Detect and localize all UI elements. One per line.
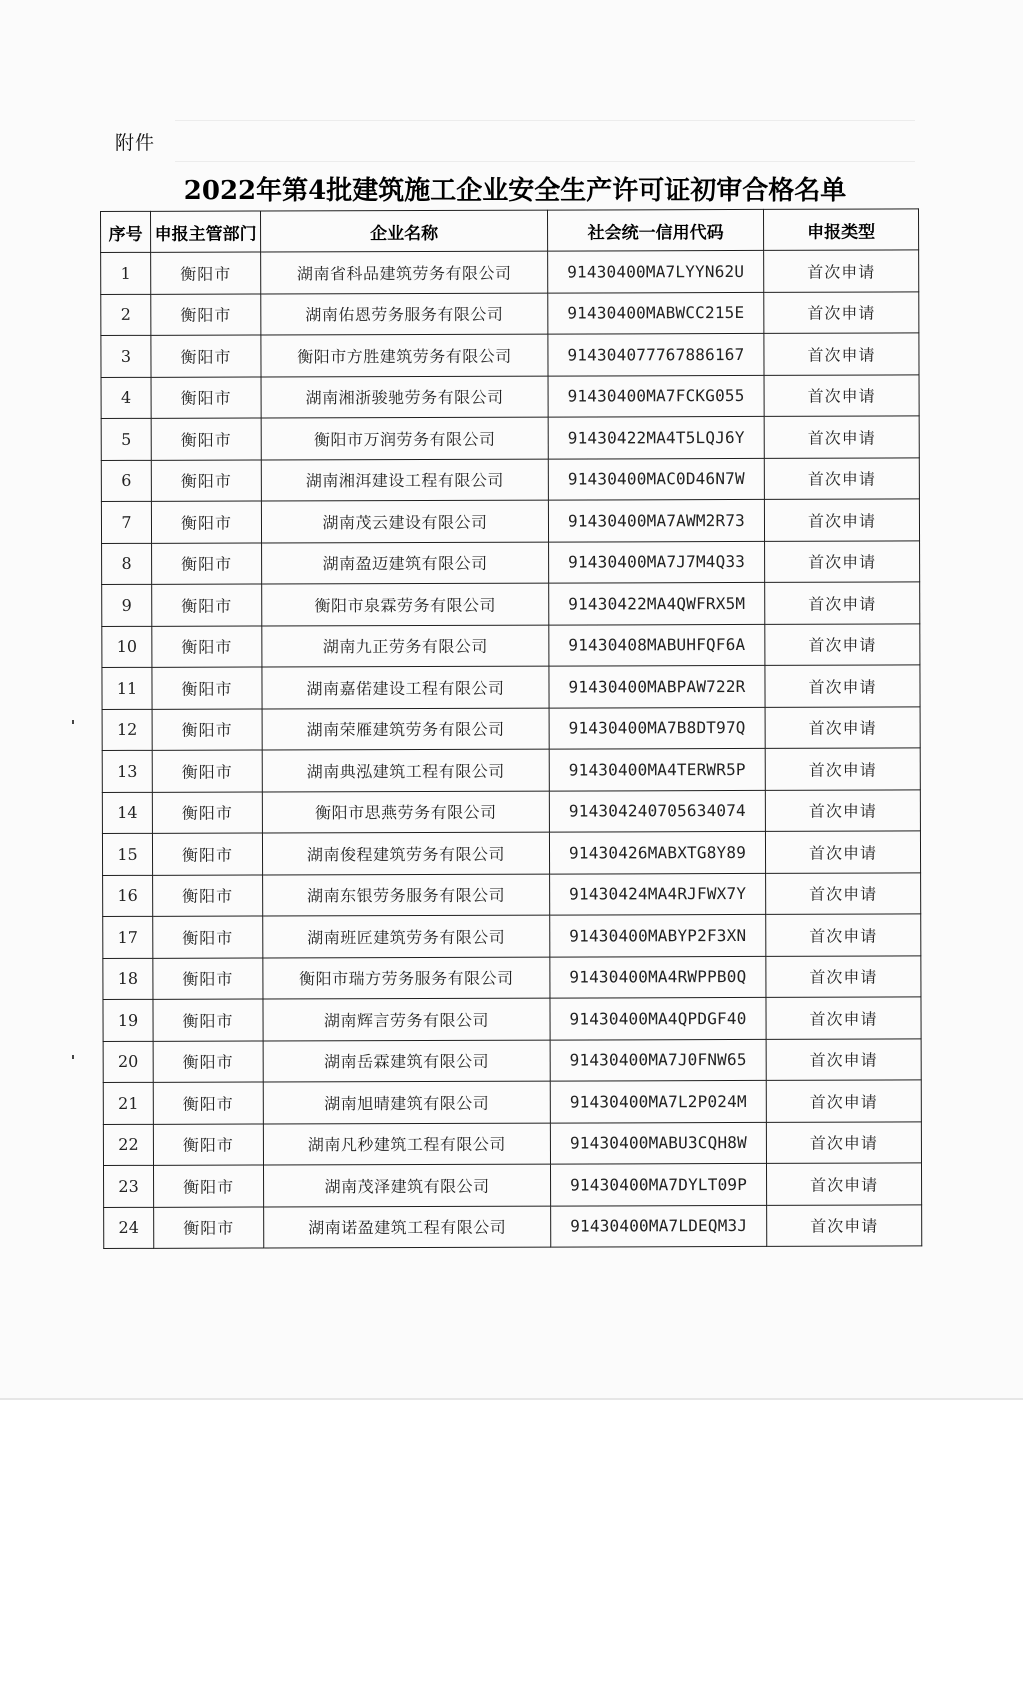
department-cell: 衡阳市 [151, 293, 261, 335]
application-type-cell: 首次申请 [766, 1038, 921, 1080]
serial-number-cell: 21 [103, 1082, 153, 1124]
document-title: 2022年第4批建筑施工企业安全生产许可证初审合格名单 [183, 176, 847, 206]
enterprise-name-cell: 湖南俊程建筑劳务有限公司 [262, 832, 549, 874]
enterprise-name-cell: 湖南九正劳务有限公司 [262, 625, 549, 667]
application-type-cell: 首次申请 [764, 457, 919, 499]
credit-code-cell: 91430400MA7B8DT97Q [549, 707, 765, 749]
serial-number-cell: 2 [101, 294, 151, 336]
application-type-cell: 首次申请 [764, 250, 919, 292]
table-row [103, 1080, 921, 1124]
table-row [103, 1163, 921, 1207]
department-cell: 衡阳市 [151, 501, 261, 543]
serial-number-cell: 20 [103, 1041, 153, 1083]
scan-speck [72, 1055, 74, 1059]
enterprise-name-cell: 衡阳市万润劳务有限公司 [261, 417, 548, 459]
serial-number-cell: 18 [103, 958, 153, 1000]
credit-code-cell: 91430400MA7J0FNW65 [550, 1039, 766, 1081]
credit-code-cell: 91430408MABUHFQF6A [549, 624, 765, 666]
credit-code-cell: 91430400MA7LDEQM3J [551, 1205, 767, 1247]
enterprise-name-cell: 湖南佑恩劳务服务有限公司 [261, 293, 548, 335]
application-type-cell: 首次申请 [766, 1163, 921, 1205]
department-cell: 衡阳市 [151, 376, 261, 418]
department-cell: 衡阳市 [151, 418, 261, 460]
serial-number-cell: 5 [101, 418, 151, 460]
application-type-cell: 首次申请 [766, 997, 921, 1039]
table-row [102, 748, 920, 792]
department-cell: 衡阳市 [152, 542, 262, 584]
table-row [102, 665, 920, 709]
enterprise-name-cell: 湖南荣雁建筑劳务有限公司 [262, 708, 549, 750]
enterprise-name-cell: 湖南岳霖建筑有限公司 [263, 1040, 550, 1082]
enterprise-name-cell: 湖南典泓建筑工程有限公司 [262, 749, 549, 791]
table-row [102, 706, 920, 750]
department-cell: 衡阳市 [151, 252, 261, 294]
application-type-cell: 首次申请 [765, 665, 920, 707]
scan-speck [72, 720, 74, 724]
department-cell: 衡阳市 [153, 957, 263, 999]
table-row [102, 789, 920, 833]
bleed-through-shadow [175, 120, 915, 162]
enterprise-name-cell: 湖南省科品建筑劳务有限公司 [261, 251, 548, 293]
credit-code-cell: 91430424MA4RJFWX7Y [550, 873, 766, 915]
credit-code-cell: 91430400MABYP2F3XN [550, 914, 766, 956]
table-row [101, 291, 919, 335]
credit-code-cell: 914304077767886167 [548, 333, 764, 375]
department-cell: 衡阳市 [152, 750, 262, 792]
serial-number-cell: 24 [104, 1207, 154, 1249]
application-type-cell: 首次申请 [765, 789, 920, 831]
header-serial-number: 序号 [101, 211, 151, 252]
department-cell: 衡阳市 [152, 791, 262, 833]
table-row [102, 623, 920, 667]
application-type-cell: 首次申请 [765, 623, 920, 665]
application-type-cell: 首次申请 [765, 748, 920, 790]
department-cell: 衡阳市 [153, 1040, 263, 1082]
serial-number-cell: 15 [102, 833, 152, 875]
department-cell: 衡阳市 [152, 667, 262, 709]
enterprise-name-cell: 湖南嘉偌建设工程有限公司 [262, 666, 549, 708]
enterprise-name-cell: 湖南茂云建设有限公司 [261, 500, 548, 542]
application-type-cell: 首次申请 [765, 831, 920, 873]
table-row [103, 955, 921, 999]
table-row [102, 831, 920, 875]
serial-number-cell: 17 [103, 916, 153, 958]
table-row [101, 499, 919, 543]
application-type-cell: 首次申请 [766, 1080, 921, 1122]
header-reporting-department: 申报主管部门 [151, 211, 261, 252]
credit-code-cell: 91430400MA7L2P024M [550, 1080, 766, 1122]
credit-code-cell: 914304240705634074 [549, 790, 765, 832]
application-type-cell: 首次申请 [767, 1204, 922, 1246]
department-cell: 衡阳市 [152, 708, 262, 750]
table-row [102, 540, 920, 584]
enterprise-name-cell: 衡阳市瑞方劳务服务有限公司 [263, 957, 550, 999]
serial-number-cell: 3 [101, 335, 151, 377]
credit-code-cell: 91430400MA7FCKG055 [548, 375, 764, 417]
credit-code-cell: 91430422MA4QWFRX5M [549, 582, 765, 624]
credit-code-cell: 91430400MA4TERWR5P [549, 748, 765, 790]
application-type-cell: 首次申请 [764, 499, 919, 541]
enterprise-name-cell: 湖南湘洱建设工程有限公司 [261, 459, 548, 501]
table-header-row [101, 209, 919, 253]
department-cell: 衡阳市 [152, 833, 262, 875]
application-type-cell: 首次申请 [766, 914, 921, 956]
enterprise-name-cell: 湖南班匠建筑劳务有限公司 [263, 915, 550, 957]
credit-code-cell: 91430400MA7J7M4Q33 [549, 541, 765, 583]
table-row [102, 582, 920, 626]
header-application-type: 申报类型 [763, 209, 918, 250]
serial-number-cell: 22 [103, 1124, 153, 1166]
serial-number-cell: 7 [101, 501, 151, 543]
department-cell: 衡阳市 [153, 916, 263, 958]
department-cell: 衡阳市 [153, 874, 263, 916]
application-type-cell: 首次申请 [766, 955, 921, 997]
serial-number-cell: 8 [102, 543, 152, 585]
table-row [103, 1038, 921, 1082]
enterprise-name-cell: 湖南诺盈建筑工程有限公司 [264, 1206, 551, 1248]
credit-code-cell: 91430400MA4RWPPB0Q [550, 956, 766, 998]
credit-code-cell: 91430400MA4QPDGF40 [550, 997, 766, 1039]
credit-code-cell: 91430400MABPAW722R [549, 665, 765, 707]
enterprise-name-cell: 湖南旭晴建筑有限公司 [263, 1081, 550, 1123]
department-cell: 衡阳市 [153, 999, 263, 1041]
enterprise-name-cell: 湖南盈迈建筑有限公司 [262, 542, 549, 584]
serial-number-cell: 12 [102, 709, 152, 751]
application-type-cell: 首次申请 [765, 540, 920, 582]
department-cell: 衡阳市 [153, 1082, 263, 1124]
enterprise-name-cell: 衡阳市方胜建筑劳务有限公司 [261, 334, 548, 376]
header-credit-code: 社会统一信用代码 [547, 209, 763, 251]
credit-code-cell: 91430400MA7DYLT09P [550, 1163, 766, 1205]
application-type-cell: 首次申请 [766, 872, 921, 914]
application-type-cell: 首次申请 [766, 1121, 921, 1163]
qualified-enterprises-table [100, 208, 922, 1249]
credit-code-cell: 91430400MABU3CQH8W [550, 1122, 766, 1164]
enterprise-name-cell: 衡阳市泉霖劳务有限公司 [262, 583, 549, 625]
application-type-cell: 首次申请 [764, 374, 919, 416]
enterprise-name-cell: 湖南凡秒建筑工程有限公司 [263, 1123, 550, 1165]
application-type-cell: 首次申请 [765, 706, 920, 748]
credit-code-cell: 91430422MA4T5LQJ6Y [548, 416, 764, 458]
enterprise-name-cell: 衡阳市思燕劳务有限公司 [262, 791, 549, 833]
application-type-cell: 首次申请 [765, 582, 920, 624]
serial-number-cell: 23 [103, 1165, 153, 1207]
serial-number-cell: 13 [102, 750, 152, 792]
department-cell: 衡阳市 [153, 1123, 263, 1165]
table-row [104, 1204, 922, 1248]
attachment-label: 附件 [115, 132, 156, 154]
credit-code-cell: 91430400MA7AWM2R73 [548, 499, 764, 541]
enterprise-name-cell: 湖南辉言劳务有限公司 [263, 998, 550, 1040]
department-cell: 衡阳市 [151, 335, 261, 377]
page-fold-line [0, 1398, 1023, 1400]
table-row [103, 872, 921, 916]
application-type-cell: 首次申请 [764, 333, 919, 375]
credit-code-cell: 91430400MABWCC215E [548, 292, 764, 334]
serial-number-cell: 4 [101, 377, 151, 419]
department-cell: 衡阳市 [153, 1165, 263, 1207]
table-row [103, 997, 921, 1041]
department-cell: 衡阳市 [151, 459, 261, 501]
enterprise-name-cell: 湖南东银劳务服务有限公司 [263, 874, 550, 916]
department-cell: 衡阳市 [154, 1206, 264, 1248]
serial-number-cell: 11 [102, 667, 152, 709]
serial-number-cell: 6 [101, 460, 151, 502]
serial-number-cell: 1 [101, 252, 151, 294]
table-row [101, 416, 919, 460]
application-type-cell: 首次申请 [764, 291, 919, 333]
table-row [103, 1121, 921, 1165]
table-row [101, 250, 919, 294]
table-row [101, 374, 919, 418]
table-body [101, 250, 922, 1249]
department-cell: 衡阳市 [152, 625, 262, 667]
application-type-cell: 首次申请 [764, 416, 919, 458]
serial-number-cell: 16 [103, 875, 153, 917]
serial-number-cell: 19 [103, 999, 153, 1041]
credit-code-cell: 91430426MABXTG8Y89 [549, 831, 765, 873]
header-enterprise-name: 企业名称 [261, 210, 548, 252]
department-cell: 衡阳市 [152, 584, 262, 626]
credit-code-cell: 91430400MA7LYYN62U [548, 250, 764, 292]
enterprise-name-cell: 湖南茂泽建筑有限公司 [263, 1164, 550, 1206]
enterprise-name-cell: 湖南湘浙骏驰劳务有限公司 [261, 376, 548, 418]
serial-number-cell: 14 [102, 792, 152, 834]
table-row [101, 457, 919, 501]
table-row [101, 333, 919, 377]
serial-number-cell: 10 [102, 626, 152, 668]
serial-number-cell: 9 [102, 584, 152, 626]
table-row [103, 914, 921, 958]
credit-code-cell: 91430400MAC0D46N7W [548, 458, 764, 500]
